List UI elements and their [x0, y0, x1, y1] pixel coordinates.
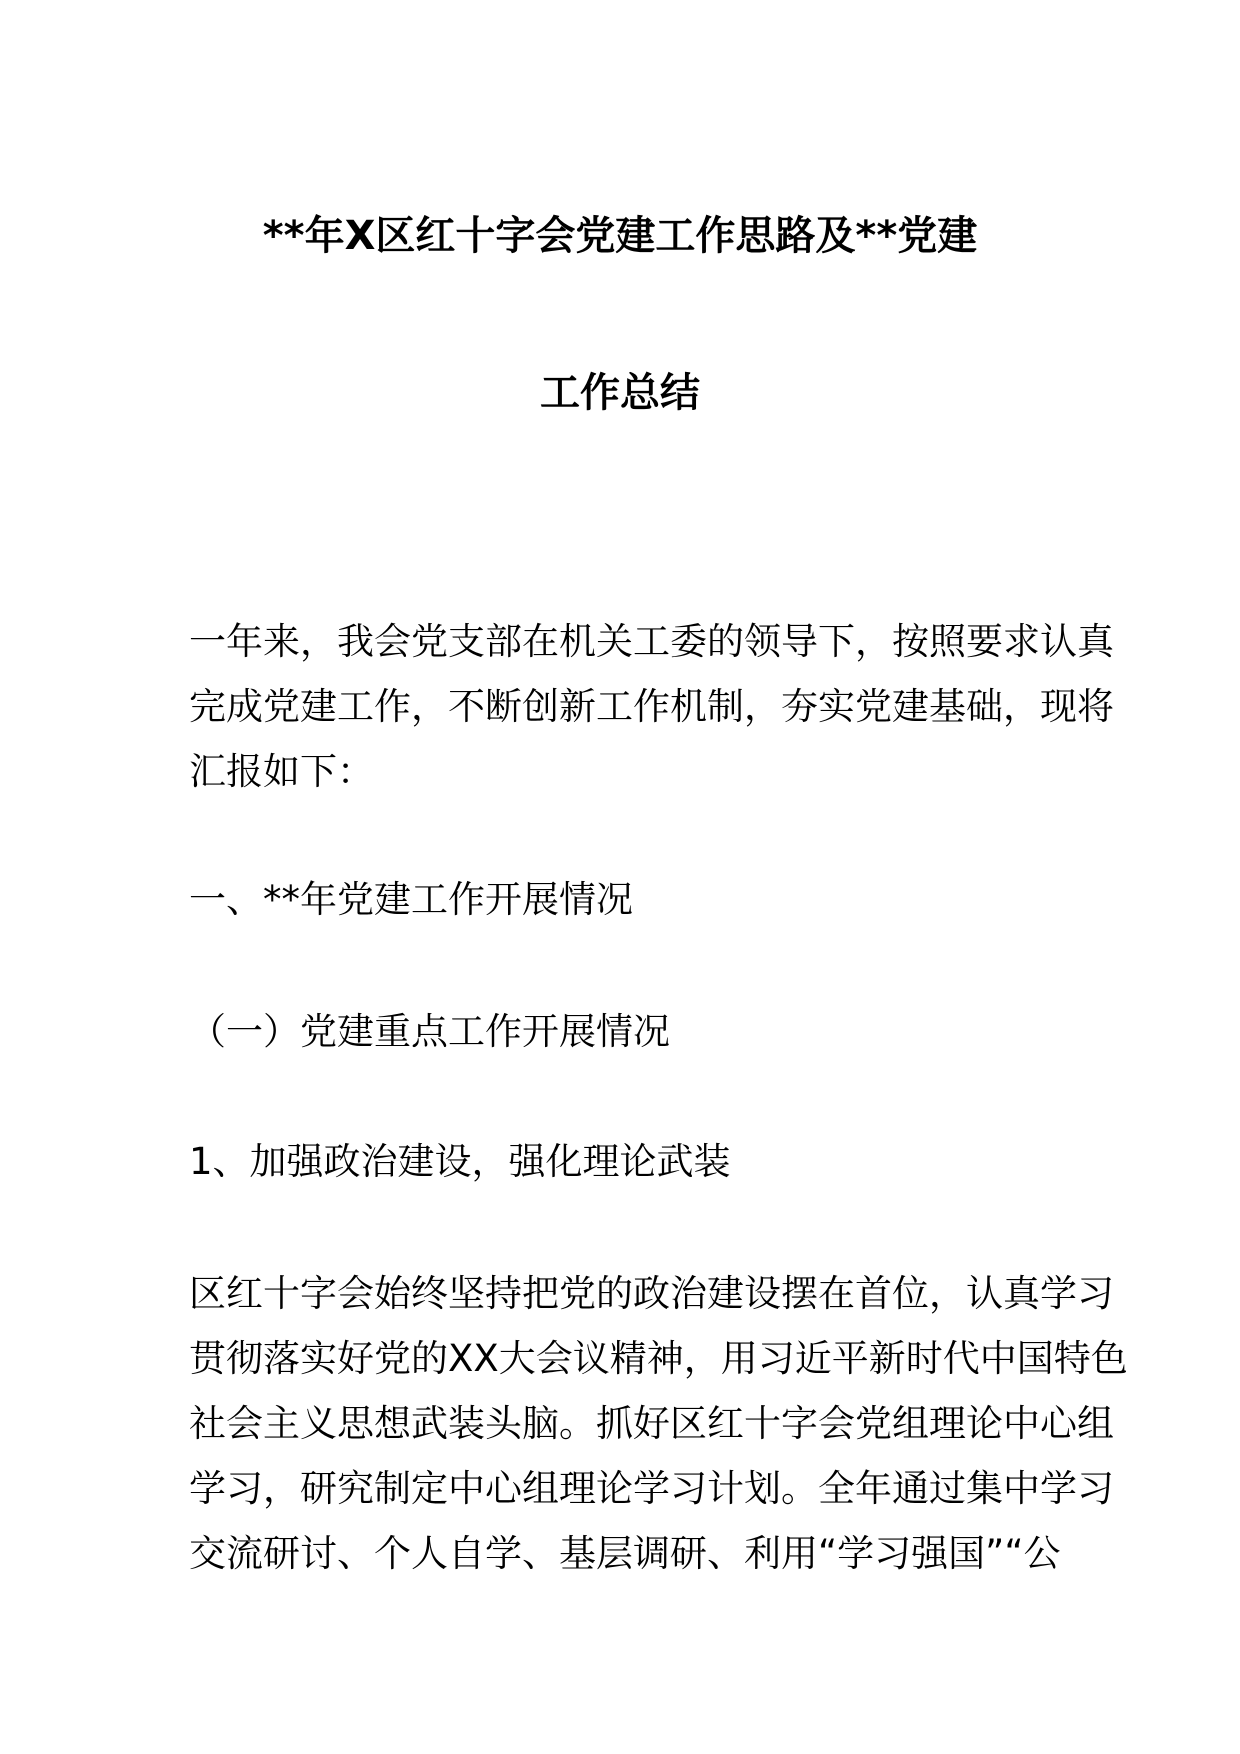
subsection-heading	[189, 999, 1057, 1064]
heading-text: （一）党建重点工作开展情况	[189, 1010, 670, 1053]
title-line-2: 工作总结	[540, 370, 700, 416]
document-title	[150, 158, 1090, 472]
section-heading-1	[189, 867, 1057, 932]
intro-paragraph	[189, 609, 1114, 804]
paragraph-line: 贯彻落实好党的XX大会议精神，用习近平新时代中国特色	[189, 1337, 1128, 1380]
heading-text: 1、加强政治建设，强化理论武装	[189, 1140, 731, 1183]
item-heading	[189, 1129, 1057, 1194]
heading-text: 一、**年党建工作开展情况	[189, 878, 633, 921]
paragraph-line: 学习，研究制定中心组理论学习计划。全年通过集中学习	[189, 1467, 1114, 1510]
paragraph-line: 一年来，我会党支部在机关工委的领导下，按照要求认真	[189, 620, 1114, 663]
paragraph-line: 区红十字会始终坚持把党的政治建设摆在首位，认真学习	[189, 1272, 1114, 1315]
paragraph-line: 交流研讨、个人自学、基层调研、利用“学习强国”“公	[189, 1532, 1061, 1575]
paragraph-line: 汇报如下：	[189, 750, 374, 793]
paragraph-line: 完成党建工作，不断创新工作机制，夯实党建基础，现将	[189, 685, 1114, 728]
paragraph-line: 社会主义思想武装头脑。抓好区红十字会党组理论中心组	[189, 1402, 1114, 1445]
body-paragraph	[189, 1261, 1128, 1586]
title-line-1: **年X区红十字会党建工作思路及**党建	[262, 213, 978, 259]
